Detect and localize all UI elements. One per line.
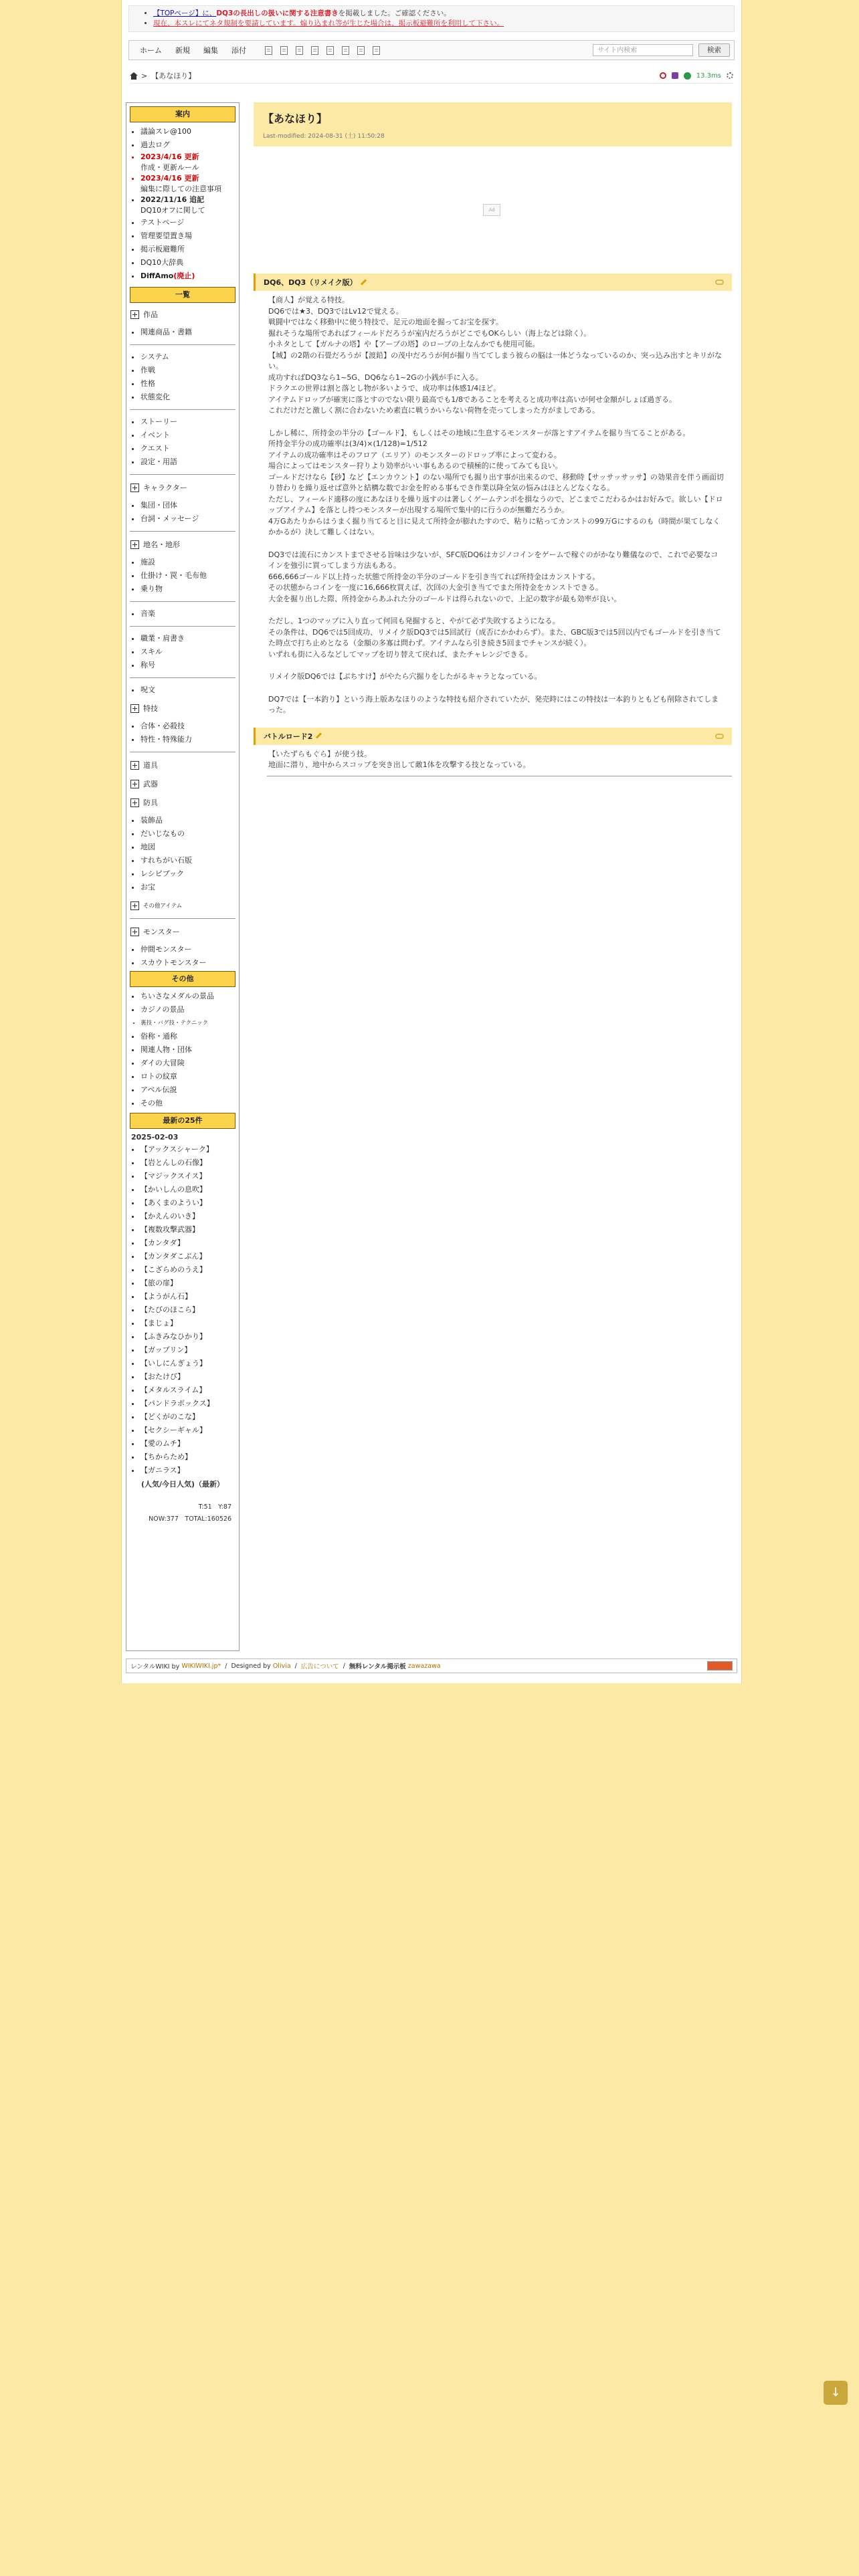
sidebar-tokugi-toggle[interactable]	[130, 701, 237, 716]
paragraph: DQ3では流石にカンストまでさせる旨味は少ないが、SFC版DQ6はカジノコインをゲームで稼ぐのがかなり難儀なので、これで必要なコインを強引に買ってしまう方法もある。 666,666ゴールド以上持った状態で所持金の半分のゴールドを引き当てれば所持金はカンストする。 その状態からコインを一度に16,666枚買えば、次回の大金引き当てでまた所持金をカンストできる。 大金を掘り出した際、所持金からあふれた分のゴールドは得られないので、上記の数字が最も効率が良い。	[268, 550, 719, 603]
sidebar-link[interactable]: • すれちがい石版	[140, 854, 237, 867]
rss-icon[interactable]	[672, 72, 678, 79]
expand-icon[interactable]	[130, 780, 139, 788]
sidebar-other-title: その他	[130, 971, 235, 987]
sidebar-list-title: 一覧	[130, 287, 235, 303]
notice-highlight: DQ3の長出しの扱いに関する注意書き	[216, 9, 339, 17]
ad-area	[254, 146, 732, 274]
rename-icon[interactable]	[342, 46, 349, 55]
sidebar-guide-item[interactable]: • 2023/4/16 更新 作成・更新ルール	[140, 152, 237, 173]
section-title-1: DQ6、DQ3（リメイク版）	[264, 278, 357, 287]
sidebar-guide-item[interactable]: • 掲示板避難所	[140, 243, 237, 256]
divider	[130, 474, 235, 475]
expand-icon[interactable]	[130, 310, 139, 319]
place-list	[128, 556, 237, 596]
sidebar-link[interactable]: • お宝	[140, 881, 237, 894]
recent-item[interactable]: • 【ガニラス】	[140, 1464, 237, 1477]
monster-list	[128, 943, 237, 970]
ranking-link[interactable]: (人気/今日人気)（最新）	[140, 1480, 225, 1489]
sidebar-link[interactable]: • 合体・必殺技	[140, 720, 237, 733]
sidebar-link[interactable]: • 集団・団体	[140, 499, 237, 512]
page-title: 【あなほり】	[263, 112, 328, 125]
sidebar-recent-title: 最新の25件	[130, 1113, 235, 1129]
recent-item[interactable]: • 【かいしんの息吹】	[140, 1183, 237, 1196]
sidebar-guide-item[interactable]: • DiffAmo(廃止)	[140, 270, 237, 283]
notice-text: を掲載しました。ご確認ください。	[338, 9, 451, 17]
other-list	[128, 990, 237, 1110]
main-content	[254, 102, 732, 776]
copy-icon[interactable]	[265, 46, 272, 55]
recent-item[interactable]: • 【岩とんしの石像】	[140, 1156, 237, 1170]
recent-item[interactable]: • 【まじょ】	[140, 1317, 237, 1330]
page-icon[interactable]	[280, 46, 288, 55]
works-list	[128, 326, 237, 339]
guide-list	[128, 125, 237, 283]
ad-icon: Ad	[483, 204, 500, 216]
sidebar-link[interactable]: • 性格	[140, 377, 237, 391]
recent-item[interactable]: • 【マジックスイス】	[140, 1170, 237, 1183]
sidebar-link[interactable]: • その他	[140, 1097, 237, 1110]
sidebar-character-toggle[interactable]	[130, 480, 237, 495]
sidebar-link[interactable]: • アベル伝説	[140, 1083, 237, 1097]
sidebar-guide-item[interactable]: • 議論スレ@100	[140, 125, 237, 138]
notice-item-2	[153, 19, 734, 29]
sidebar-link[interactable]: • 関連商品・書籍	[140, 326, 237, 339]
paragraph: 【いたずらもぐら】が使う技。 地面に潜り、地中からスコップを突き出して敵1体を攻撃する技となっている。	[268, 749, 531, 769]
notice-top-link[interactable]: 【TOPページ】に、	[153, 9, 217, 17]
sidebar-link[interactable]: • 乗り物	[140, 582, 237, 596]
sidebar-guide-item[interactable]: • 2022/11/16 追記 DQ10オフに関して	[140, 195, 237, 216]
footer-designer-link[interactable]: Olivia	[272, 1662, 291, 1670]
recent-item[interactable]: • 【メタルスライム】	[140, 1384, 237, 1397]
divider	[130, 344, 235, 345]
breadcrumb-current: 【あなほり】	[151, 72, 196, 80]
sidebar-link[interactable]: • 仲間モンスター	[140, 943, 237, 956]
divider	[130, 409, 235, 410]
recent-item[interactable]: • 【おたけび】	[140, 1370, 237, 1384]
divider	[130, 918, 235, 919]
sidebar-link[interactable]: • システム	[140, 350, 237, 364]
sidebar-weapon-toggle[interactable]	[130, 776, 237, 791]
sidebar-link[interactable]: • 特性・特殊能力	[140, 733, 237, 746]
divider	[130, 677, 235, 678]
music-list	[128, 607, 237, 621]
search-input[interactable]: サイト内検索	[593, 44, 693, 56]
freeze-icon[interactable]	[326, 46, 334, 55]
counter-today: T:51 Y:87	[198, 1503, 231, 1511]
sidebar-guide-item[interactable]: • 2023/4/16 更新 編集に際しての注意事項	[140, 173, 237, 195]
sidebar-works-label: 作品	[143, 310, 158, 319]
sidebar-link[interactable]: • 称号	[140, 659, 237, 672]
story-list	[128, 415, 237, 469]
scroll-down-button[interactable]: ↓	[824, 2381, 848, 2405]
sidebar-guide-item[interactable]: • テストページ	[140, 216, 237, 229]
paragraph: 【商人】が覚える特技。 DQ6では★3、DQ3ではLv12で覚える。 戦闘中ではなく移動中に使う特技で、足元の地面を掘ってお宝を探す。 掘れそうな場所であればフィールドだろうが室内だろうがどこでもOKらしい（海上などは除く）。 小ネタとして【ガルナの塔】や【アープの塔】のロープの上なんかでも使用可能。 【城】の2階の石畳だろうが【渡鉛】の茂中だろうが何が掘り当ててしまう彼らの脳は一体どうなっているのか、突っ込み出すとキリがない。 成功すればDQ3なら1~5G、DQ6なら1~2Gの小銭が手に入る。 ドラクエの世界は割と落とし物が多いようで、成功率は体感1/4ほど。 アイテムドロップが確実に落とすのでない限り最高でも1/8であることを考えると成功率は高いが何せ金額がしょぼ過ぎる。 これだけだと激しく割に合わないため素直に戦うかいらない荷物を売ってしまった方がましである。	[268, 296, 722, 415]
footer-wiki-link[interactable]: WIKIWIKI.jp*	[181, 1662, 221, 1670]
paragraph: しかし稀に、所持金の半分の【ゴールド】、もしくはその地域に生息するモンスターが落とすアイテムを掘り当てることがある。 所持金半分の成功確率は(3/4)×(1/128)=1/512 アイテムの成功確率はそのフロア（エリア）のモンスターのドロップ率によって変わる。 場合によってはモンスター狩りより効率がいい事もあるので積極的に使ってみても良い。 ゴールドだけなら【砂】など【エンカウント】のない場所でも掘り出す事が出来るので、移動時【サッサッサッサ】の効果音を伴う画面切り替わりを繰り返せば意外と結構な数でお金を貯める事もでき作業以降全気の悩みはほとんどなくなる。 ただし、フィールド適移の度にあなほりを繰り返すのは著しくゲームテンポを損なうので、どこまでこだわるかはお好みで。欲しい【ドロップアイテム】を落とし持つモンスターが出現する場所で集中的に行うのが無難だろうか。 4万Gあたりからはうまく掘り当てると目に見えて所持金が膨れたすので、粘りに粘ってカンストの99万Gにするのも（時間が果てしなくかかるが）決して難しくはない。	[268, 428, 724, 536]
job-list	[128, 632, 237, 672]
menu-home[interactable]: ホーム	[140, 46, 162, 55]
recent-item[interactable]: • 【複数攻撃武器】	[140, 1223, 237, 1237]
render-time: 13.3ms	[696, 72, 721, 80]
paragraph: ただし、1つのマップに入り直って何回も発掘すると、やがて必ず失敗するようになる。 その条件は、DQ6では5回成功、リメイク版DQ3では5回試行（成否にかかわらず）。また、GBC版3では5回以内でもゴールドを引き当てた時点で打ち止めとなる（金額の多寡は問わず。アイテムなら引き続き5回までチャンスが続く）。 いずれも街に入るなどしてマップを切り替えて戻れば、またチャレンジできる。	[268, 617, 721, 659]
sidebar-guide-item[interactable]: • DQ10大辞典	[140, 256, 237, 270]
equip-list	[128, 814, 237, 894]
search-area	[593, 43, 730, 57]
sidebar-link[interactable]: • 関連人物・団体	[140, 1043, 237, 1057]
recent-list	[128, 1143, 237, 1477]
anchor-link-icon[interactable]	[715, 734, 724, 739]
tokugi-list	[128, 720, 237, 746]
sidebar-guide-item[interactable]: • 管理要望置き場	[140, 229, 237, 243]
page-tools	[660, 72, 733, 80]
sidebar-link[interactable]: • 設定・用語	[140, 455, 237, 469]
section-title-2: バトルロード2	[264, 732, 313, 741]
last-modified: Last-modified: 2024-08-31 (土) 11:50:28	[263, 133, 385, 140]
sidebar-link[interactable]: • 台詞・メッセージ	[140, 512, 237, 526]
recent-item[interactable]: • 【セクシーギャル】	[140, 1424, 237, 1437]
menu-bar	[128, 40, 735, 60]
notice-box	[128, 5, 735, 32]
expand-icon[interactable]	[130, 704, 139, 713]
divider	[130, 626, 235, 627]
recent-item[interactable]: • 【ガップリン】	[140, 1344, 237, 1357]
sidebar-link[interactable]: • スキル	[140, 645, 237, 659]
anchor-link-icon[interactable]	[715, 280, 724, 285]
edit-pencil-icon[interactable]	[361, 280, 367, 286]
paragraph: DQ7では【一本釣り】という海上版あなほりのような特技も紹介されていたが、発売時にはこの特技は一本釣りともども削除されてしまった。	[268, 694, 719, 714]
badge-icon	[707, 1661, 733, 1671]
expand-icon[interactable]	[130, 761, 139, 770]
edit-pencil-icon[interactable]	[316, 733, 322, 739]
sidebar-link[interactable]: • カジノの景品	[140, 1003, 237, 1016]
sidebar-place-label: 地名・地形	[143, 540, 180, 549]
recent-item[interactable]: • 【たびのほこら】	[140, 1303, 237, 1317]
sidebar-monster-label: モンスター	[143, 928, 180, 936]
breadcrumb	[130, 68, 733, 84]
sidebar-link[interactable]: • 仕掛け・罠・毛布他	[140, 569, 237, 582]
clock-icon	[684, 72, 691, 80]
counter-total: NOW:377 TOTAL:160526	[149, 1515, 231, 1523]
sidebar-place-toggle[interactable]	[130, 537, 237, 552]
expand-icon[interactable]	[130, 540, 139, 549]
recent-item[interactable]: • 【旅の扉】	[140, 1277, 237, 1290]
sidebar-link[interactable]: • スカウトモンスター	[140, 956, 237, 970]
paragraph: リメイク版DQ6では【ぶちすけ】がやたら穴掘りをしたがるキャラとなっている。	[268, 672, 542, 681]
share-icon[interactable]	[660, 72, 666, 79]
recent-icon[interactable]	[373, 46, 380, 55]
breadcrumb-sep: >	[141, 71, 148, 80]
menu-edit[interactable]: 編集	[203, 46, 218, 55]
sidebar-link[interactable]: • ちいさなメダルの景品	[140, 990, 237, 1003]
sidebar-equip-label: 道具	[143, 761, 158, 770]
sidebar-tokugi-label: 特技	[143, 704, 158, 713]
footer-ad-link[interactable]: 広告について	[300, 1663, 339, 1671]
recent-item[interactable]: • 【こざらめのうえ】	[140, 1263, 237, 1277]
sidebar-link[interactable]: • 職業・肩書き	[140, 632, 237, 645]
sidebar-link[interactable]: • 裏技・バグ技・テクニック	[140, 1016, 237, 1030]
section-heading-2	[254, 728, 732, 745]
expand-icon[interactable]	[130, 901, 139, 910]
toolbar-icons	[265, 46, 380, 55]
recent-item[interactable]: • 【かえんのいき】	[140, 1210, 237, 1223]
recent-item[interactable]: • 【ふきみなひかり】	[140, 1330, 237, 1344]
sidebar-guide-item[interactable]: • 過去ログ	[140, 138, 237, 152]
gear-icon[interactable]	[727, 72, 733, 79]
sidebar-link[interactable]: • ダイの大冒険	[140, 1057, 237, 1070]
page-title-box	[254, 102, 732, 146]
sidebar-link[interactable]: • クエスト	[140, 442, 237, 455]
character-list	[128, 499, 237, 526]
expand-icon[interactable]	[130, 928, 139, 936]
recent-item[interactable]: • 【カンタダこぶん】	[140, 1250, 237, 1263]
sidebar-character-label: キャラクター	[143, 484, 187, 492]
list-icon[interactable]	[357, 46, 365, 55]
divider	[130, 531, 235, 532]
sidebar-link[interactable]: • 装飾品	[140, 814, 237, 827]
sidebar-link[interactable]: • イベント	[140, 429, 237, 442]
notice-item-1	[153, 9, 734, 19]
recent-item[interactable]: • 【ようがん石】	[140, 1290, 237, 1303]
recent-item[interactable]: • 【あくまのようい】	[140, 1196, 237, 1210]
page-container	[121, 0, 742, 1683]
search-button[interactable]: 検索	[698, 43, 730, 57]
backup-icon[interactable]	[311, 46, 318, 55]
footer-zawazawa-link[interactable]: zawazawa	[407, 1662, 441, 1670]
sidebar-works-toggle[interactable]	[130, 307, 237, 322]
diff-icon[interactable]	[296, 46, 303, 55]
sidebar-link[interactable]: • 地図	[140, 841, 237, 854]
sidebar-link[interactable]: • 状態変化	[140, 391, 237, 404]
sidebar-link[interactable]: • 音楽	[140, 607, 237, 621]
sidebar-other-items-label: その他アイテム	[143, 903, 183, 909]
recent-item[interactable]: • 【ちからため】	[140, 1451, 237, 1464]
section-body-2	[254, 745, 732, 771]
spell-list	[128, 683, 237, 697]
recent-item[interactable]: • 【カンタダ】	[140, 1237, 237, 1250]
sidebar-link[interactable]: • レシピブック	[140, 867, 237, 881]
sidebar-equip-toggle[interactable]	[130, 758, 237, 772]
footer-bbs-text: 無料レンタル掲示板	[349, 1663, 406, 1671]
notice-warning[interactable]: 現在、本スレにてネタ規制を要請しています。煽り込まれ等が生じた場合は、掲示板避難所を利用して下さい。	[153, 19, 504, 27]
expand-icon[interactable]	[130, 798, 139, 807]
sidebar-weapon-label: 武器	[143, 780, 158, 788]
recent-item[interactable]: • 【アックスシャーク】	[140, 1143, 237, 1156]
recent-item[interactable]: • 【いしにんぎょう】	[140, 1357, 237, 1370]
recent-item[interactable]: • 【愛のムチ】	[140, 1437, 237, 1451]
sidebar-link[interactable]: • ロトの紋章	[140, 1070, 237, 1083]
sidebar-link[interactable]: • だいじなもの	[140, 827, 237, 841]
sidebar-monster-toggle[interactable]	[130, 924, 237, 939]
recent-item[interactable]: • 【どくがのこな】	[140, 1410, 237, 1424]
system-list	[128, 350, 237, 404]
footer-designed: Designed by	[231, 1662, 271, 1670]
footer: レンタルWIKI by WIKIWIKI.jp* / Designed by Olivia / 広告について / 無料レンタル掲示板 zawazawa	[126, 1658, 737, 1673]
section-heading-1	[254, 274, 732, 291]
divider	[130, 601, 235, 602]
recent-date: 2025-02-03	[131, 1133, 179, 1142]
recent-item[interactable]: • 【パンドラボックス】	[140, 1397, 237, 1410]
sidebar	[126, 102, 240, 1651]
sidebar-link[interactable]: • 呪文	[140, 683, 237, 697]
home-icon[interactable]	[130, 72, 138, 80]
menu-attach[interactable]: 添付	[231, 46, 246, 55]
sidebar-link[interactable]: • 作戦	[140, 364, 237, 377]
sidebar-other-items-toggle[interactable]	[130, 898, 237, 913]
sidebar-guide-title: 案内	[130, 106, 235, 122]
menu-new[interactable]: 新規	[175, 46, 190, 55]
sidebar-armor-label: 防具	[143, 798, 158, 807]
sidebar-link[interactable]: • 施設	[140, 556, 237, 569]
sidebar-link[interactable]: • 俗称・通称	[140, 1030, 237, 1043]
footer-text: レンタルWIKI by	[130, 1663, 180, 1671]
sidebar-armor-toggle[interactable]	[130, 795, 237, 810]
section-body-1	[254, 291, 732, 716]
sidebar-link[interactable]: • ストーリー	[140, 415, 237, 429]
expand-icon[interactable]	[130, 484, 139, 492]
